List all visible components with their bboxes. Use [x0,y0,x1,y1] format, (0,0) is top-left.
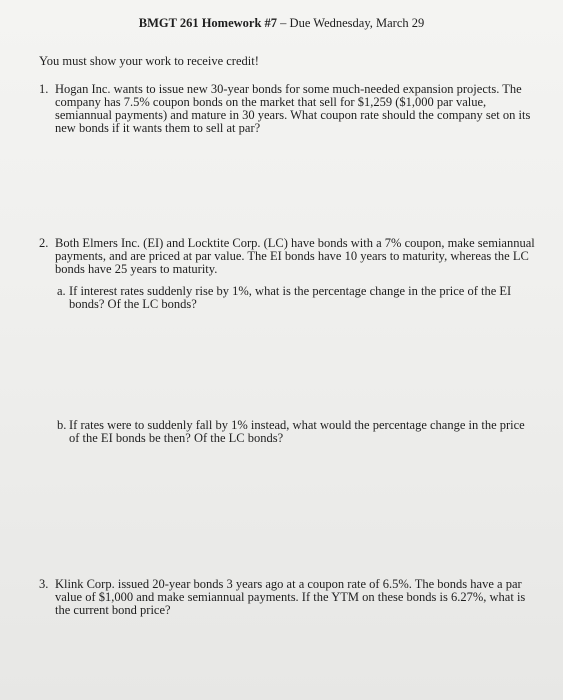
question-number: 3. [39,577,49,591]
question-3 [39,578,539,617]
part-label: b. [57,418,67,432]
question-1 [39,83,539,135]
course-code: BMGT 261 Homework [138,16,262,30]
question-text: Both Elmers Inc. (EI) and Locktite Corp. (LC) have bonds with a 7% coupon, make semiannual payments, and are priced at par value. The EI bonds have 10 years to maturity, whereas the LC bonds have 25 years to maturity. [55,236,535,276]
question-number: 1. [39,82,49,96]
part-text: If interest rates suddenly rise by 1%, what is the percentage change in the price of the EI bonds? Of the LC bonds? [69,284,512,311]
question-2 [39,237,539,276]
question-text: Klink Corp. issued 20-year bonds 3 years ago at a coupon rate of 6.5%. The bonds have a par value of $1,000 and make semiannual payments. If the YTM on these bonds is 6.27%, what is the current bond price? [55,577,526,617]
instructions-text: You must show your work to receive credit! [39,54,259,68]
question-text: Hogan Inc. wants to issue new 30-year bonds for some much-needed expansion projects. The company has 7.5% coupon bonds on the market that sell for $1,259 ($1,000 par value, semiannual payments) and mature in 30 years. What coupon rate should the company set on its new bonds if it wants them to sell at par? [55,82,531,135]
due-date: – Due Wednesday, March 29 [277,16,425,30]
page-title [0,16,563,31]
homework-number: #7 [264,16,278,30]
question-2-part-a [57,285,532,311]
part-text: If rates were to suddenly fall by 1% instead, what would the percentage change in the price of the EI bonds be then? Of the LC bonds? [69,418,525,445]
question-number: 2. [39,236,49,250]
question-2-part-b [57,419,532,445]
part-label: a. [57,284,66,298]
